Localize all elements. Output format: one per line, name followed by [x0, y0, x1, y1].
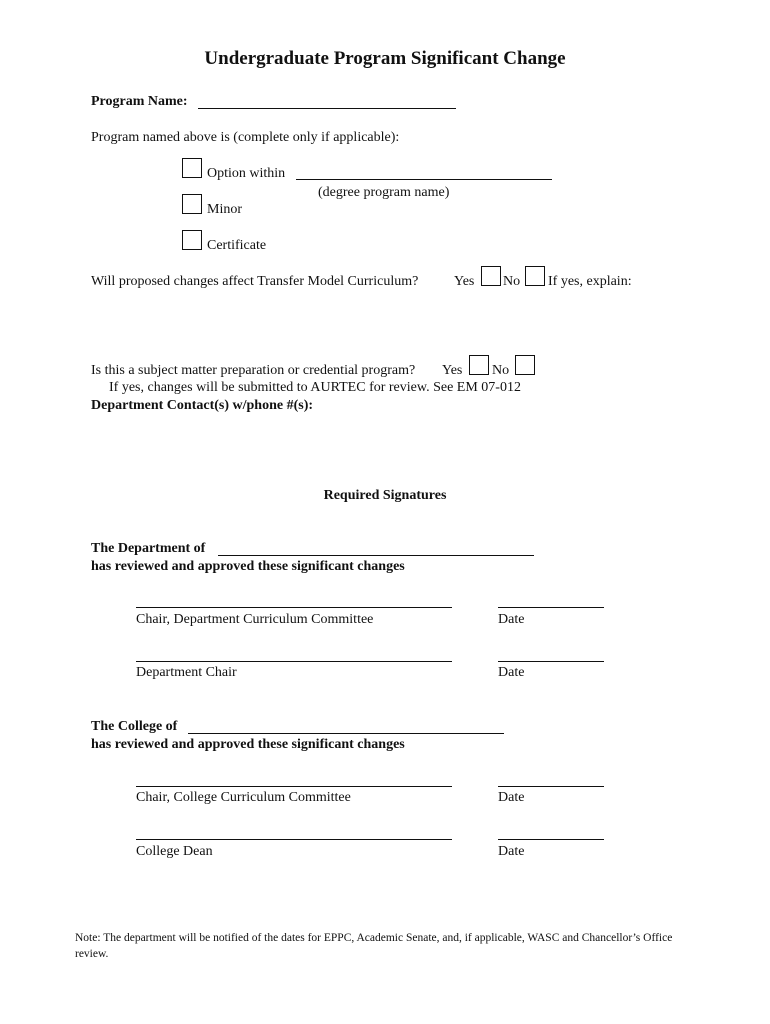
page-title: Undergraduate Program Significant Change	[204, 48, 566, 69]
college-dean-signature-line[interactable]	[136, 839, 452, 840]
subject-no-checkbox[interactable]	[515, 355, 535, 375]
department-contact-label: Department Contact(s) w/phone #(s):	[91, 398, 314, 413]
transfer-yes-checkbox[interactable]	[481, 266, 501, 286]
program-name-label: Program Name:	[91, 94, 188, 109]
option-within-label: Option within	[207, 166, 286, 181]
college-dean-date-label: Date	[498, 844, 525, 859]
transfer-no-label: No	[503, 274, 521, 289]
college-committee-signature-line[interactable]	[136, 786, 452, 787]
college-approval-text: has reviewed and approved these significant changes	[91, 737, 405, 752]
college-dean-date-line[interactable]	[498, 839, 604, 840]
footer-note: Note: The department will be notified of the dates for EPPC, Academic Senate, and, if applicable, WASC and Chancellor’s Office review.	[75, 932, 673, 960]
college-committee-date-label: Date	[498, 790, 525, 805]
option-within-field[interactable]	[296, 179, 552, 180]
dept-chair-signature-line[interactable]	[136, 661, 452, 662]
college-dean-signature-title: College Dean	[136, 844, 213, 859]
subject-no-label: No	[492, 363, 510, 378]
program-name-field[interactable]	[198, 108, 456, 109]
college-name-field[interactable]	[188, 733, 504, 734]
program-named-intro: Program named above is (complete only if applicable):	[91, 130, 400, 145]
dept-committee-date-label: Date	[498, 612, 525, 627]
aurtec-note: If yes, changes will be submitted to AURTEC for review. See EM 07-012	[109, 380, 521, 395]
option-within-checkbox[interactable]	[182, 158, 202, 178]
minor-label: Minor	[207, 202, 242, 217]
college-of-label: The College of	[91, 719, 178, 734]
subject-yes-checkbox[interactable]	[469, 355, 489, 375]
transfer-explain-label: If yes, explain:	[548, 274, 632, 289]
certificate-checkbox[interactable]	[182, 230, 202, 250]
dept-chair-date-label: Date	[498, 665, 525, 680]
department-of-label: The Department of	[91, 541, 206, 556]
minor-checkbox[interactable]	[182, 194, 202, 214]
subject-yes-label: Yes	[442, 363, 463, 378]
dept-committee-date-line[interactable]	[498, 607, 604, 608]
dept-committee-signature-line[interactable]	[136, 607, 452, 608]
dept-chair-signature-title: Department Chair	[136, 665, 237, 680]
department-approval-text: has reviewed and approved these significant changes	[91, 559, 405, 574]
college-committee-signature-title: Chair, College Curriculum Committee	[136, 790, 351, 805]
subject-question: Is this a subject matter preparation or credential program?	[91, 363, 416, 378]
transfer-no-checkbox[interactable]	[525, 266, 545, 286]
dept-chair-date-line[interactable]	[498, 661, 604, 662]
dept-committee-signature-title: Chair, Department Curriculum Committee	[136, 612, 374, 627]
certificate-label: Certificate	[207, 238, 267, 253]
required-signatures-heading: Required Signatures	[323, 488, 447, 503]
transfer-yes-label: Yes	[454, 274, 475, 289]
transfer-question: Will proposed changes affect Transfer Model Curriculum?	[91, 274, 419, 289]
department-name-field[interactable]	[218, 555, 534, 556]
degree-program-name-hint: (degree program name)	[318, 185, 450, 200]
college-committee-date-line[interactable]	[498, 786, 604, 787]
